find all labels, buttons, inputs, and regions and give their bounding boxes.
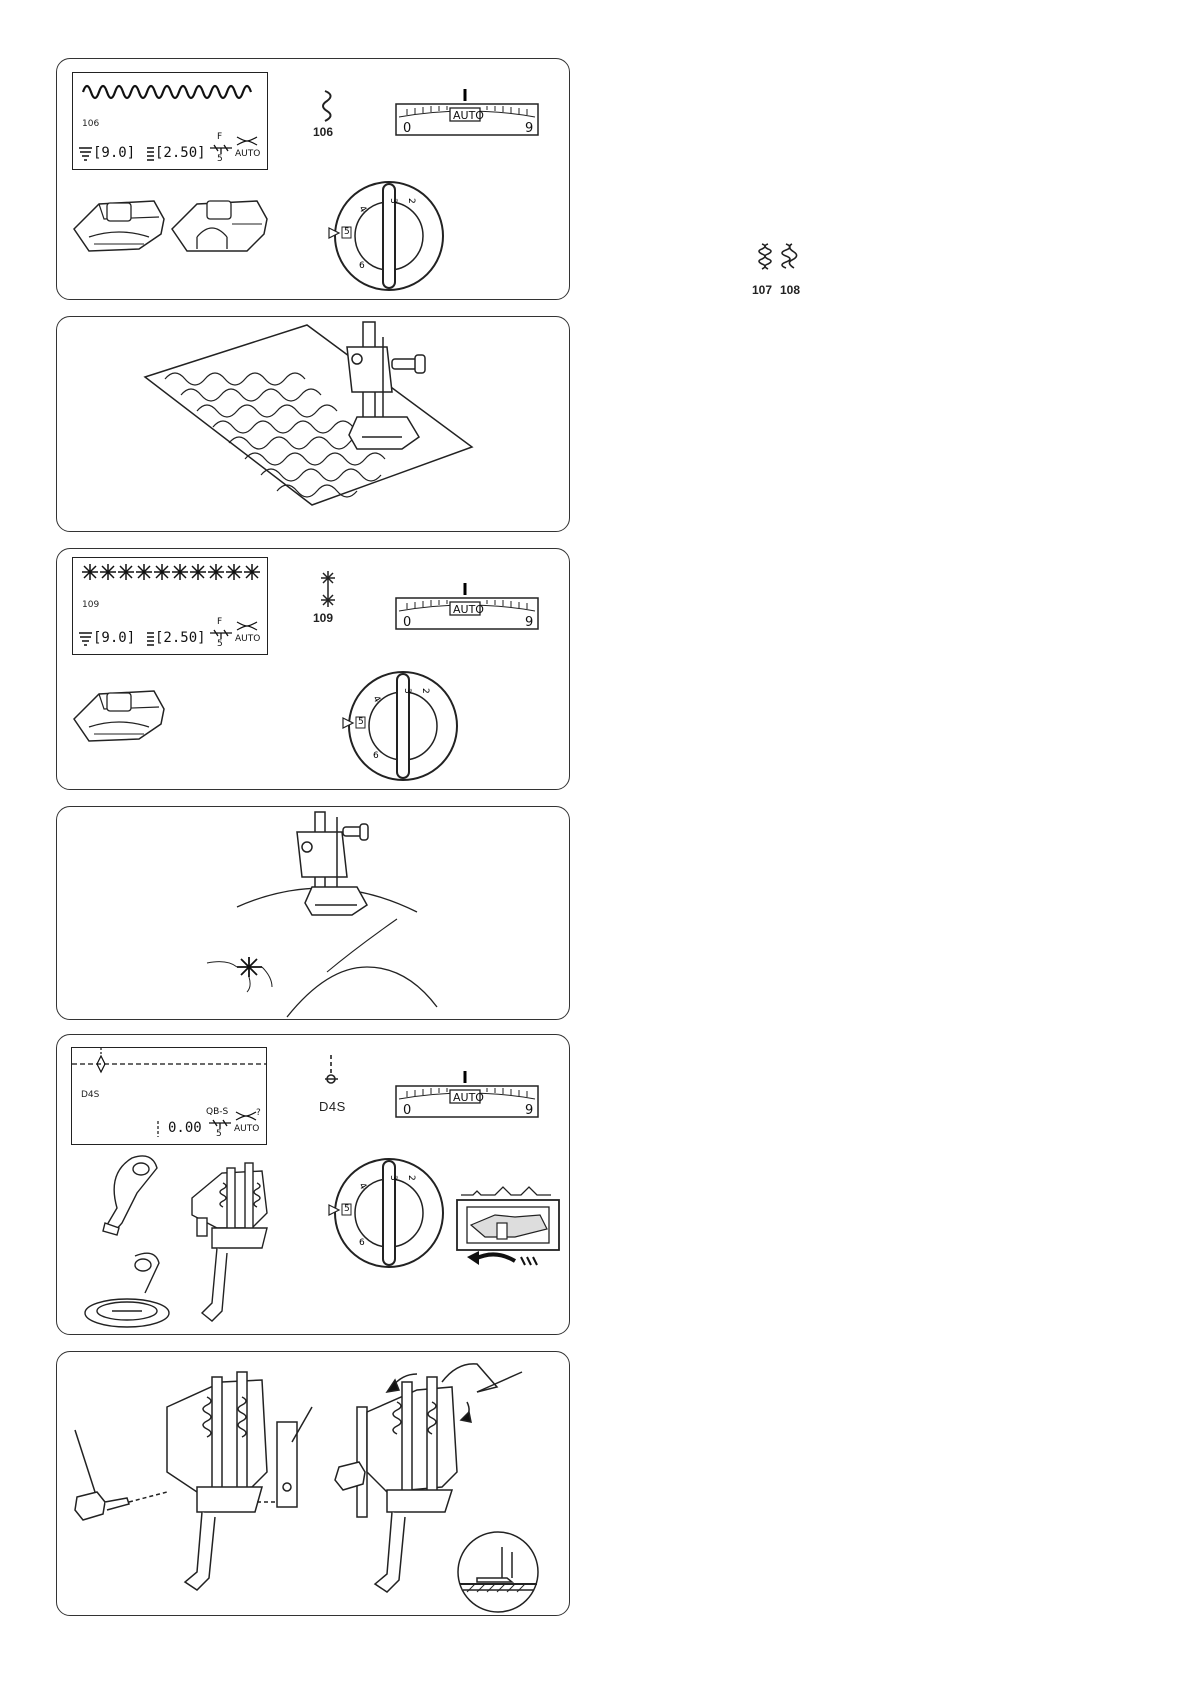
dial-max: 9: [525, 1103, 534, 1118]
svg-text:4: 4: [356, 204, 368, 215]
width-icon: [79, 632, 93, 648]
figure-panel-stitch-109: [56, 548, 570, 790]
figure-panel-stitch-106: [56, 58, 570, 300]
svg-text:6: 6: [359, 261, 365, 271]
darning-pattern-preview: [72, 1048, 268, 1088]
width-icon: [79, 147, 93, 163]
length-value: [2.50]: [155, 145, 206, 161]
thread-cutter-icon: [237, 136, 257, 146]
lcd-screen: [72, 72, 268, 170]
fabric-with-star-stitch: [57, 807, 570, 1020]
lcd-status-row: [77, 617, 263, 650]
stitch-number: 106: [313, 125, 334, 139]
dial-auto-label: AUTO: [453, 1091, 484, 1104]
foot-letter: F: [217, 617, 223, 627]
tension-digit: 5: [217, 154, 223, 164]
darning-stitch-symbol: [321, 1055, 341, 1089]
zigzag-foot-a-illustration: [69, 189, 169, 259]
dial-min: 0: [403, 615, 412, 630]
stitch-label-107: 107: [752, 283, 773, 297]
svg-text:3: 3: [388, 198, 398, 204]
lcd-pattern-code: D4S: [81, 1090, 100, 1100]
length-value: [2.50]: [155, 630, 206, 646]
svg-text:2: 2: [420, 688, 430, 694]
stitch-label-108: 108: [780, 283, 801, 297]
stitch-symbols-107-108: [754, 240, 804, 280]
svg-text:6: 6: [373, 751, 379, 761]
dial-auto-label: AUTO: [453, 603, 484, 616]
pressure-setting: 5: [344, 227, 350, 237]
darning-foot-parts-illustration: [77, 1153, 277, 1328]
svg-text:3: 3: [402, 688, 412, 694]
figure-panel-darning-d4s: [56, 1034, 570, 1335]
dial-max: 9: [525, 615, 534, 630]
dial-min: 0: [403, 1103, 412, 1118]
figure-panel-sewing-106: [56, 316, 570, 532]
tension-digit: 5: [217, 639, 223, 649]
zigzag-foot-b-illustration: [167, 189, 277, 259]
lcd-status-row: [77, 132, 263, 165]
lcd-auto-label: AUTO: [234, 1124, 260, 1134]
lcd-screen: [71, 1047, 267, 1145]
length-icon: [147, 632, 155, 648]
lcd-status-row: [76, 1107, 262, 1140]
figure-panel-sewing-109: [56, 806, 570, 1020]
foot-letter: F: [217, 132, 223, 142]
dial-min: 0: [403, 121, 412, 136]
svg-text:4: 4: [356, 1181, 368, 1192]
stitch-label: D4S: [319, 1099, 346, 1114]
stitch-symbol-109: [317, 569, 339, 609]
lcd-auto-label: AUTO: [235, 634, 261, 644]
foot-code: QB-S: [206, 1107, 229, 1117]
width-value: [9.0]: [93, 145, 136, 161]
dial-auto-label: AUTO: [453, 109, 484, 122]
lcd-value: 0.00: [168, 1120, 202, 1136]
svg-text:2: 2: [406, 198, 416, 204]
pressure-setting: 5: [358, 717, 364, 727]
stitch-number: 109: [313, 611, 334, 625]
svg-text:3: 3: [388, 1175, 398, 1181]
stitch-pattern-preview: [83, 79, 259, 95]
feed-dog-lever-illustration: [455, 1185, 565, 1275]
lcd-pattern-code: 109: [82, 600, 100, 610]
figure-panel-attach-darning-foot: [56, 1351, 570, 1616]
svg-text:4: 4: [370, 694, 382, 705]
pressure-setting: 5: [344, 1204, 350, 1214]
attach-darning-foot-illustration: [57, 1352, 570, 1616]
svg-text:6: 6: [359, 1238, 365, 1248]
zigzag-foot-illustration: [69, 679, 169, 749]
lcd-question: ?: [256, 1108, 261, 1118]
lcd-pattern-code: 106: [82, 119, 100, 129]
thread-cutter-icon: [237, 621, 257, 631]
fabric-with-serpentine-stitches: [57, 317, 570, 532]
svg-text:2: 2: [406, 1175, 416, 1181]
width-value: [9.0]: [93, 630, 136, 646]
lcd-screen: [72, 557, 268, 655]
stitch-counter-icon: [156, 1121, 160, 1137]
stitch-pattern-preview: [81, 562, 261, 584]
thread-cutter-icon: [236, 1111, 256, 1121]
lcd-auto-label: AUTO: [235, 149, 261, 159]
stitch-symbol-106: [315, 89, 339, 123]
tension-digit: 5: [216, 1129, 222, 1139]
length-icon: [147, 147, 155, 163]
dial-max: 9: [525, 121, 534, 136]
